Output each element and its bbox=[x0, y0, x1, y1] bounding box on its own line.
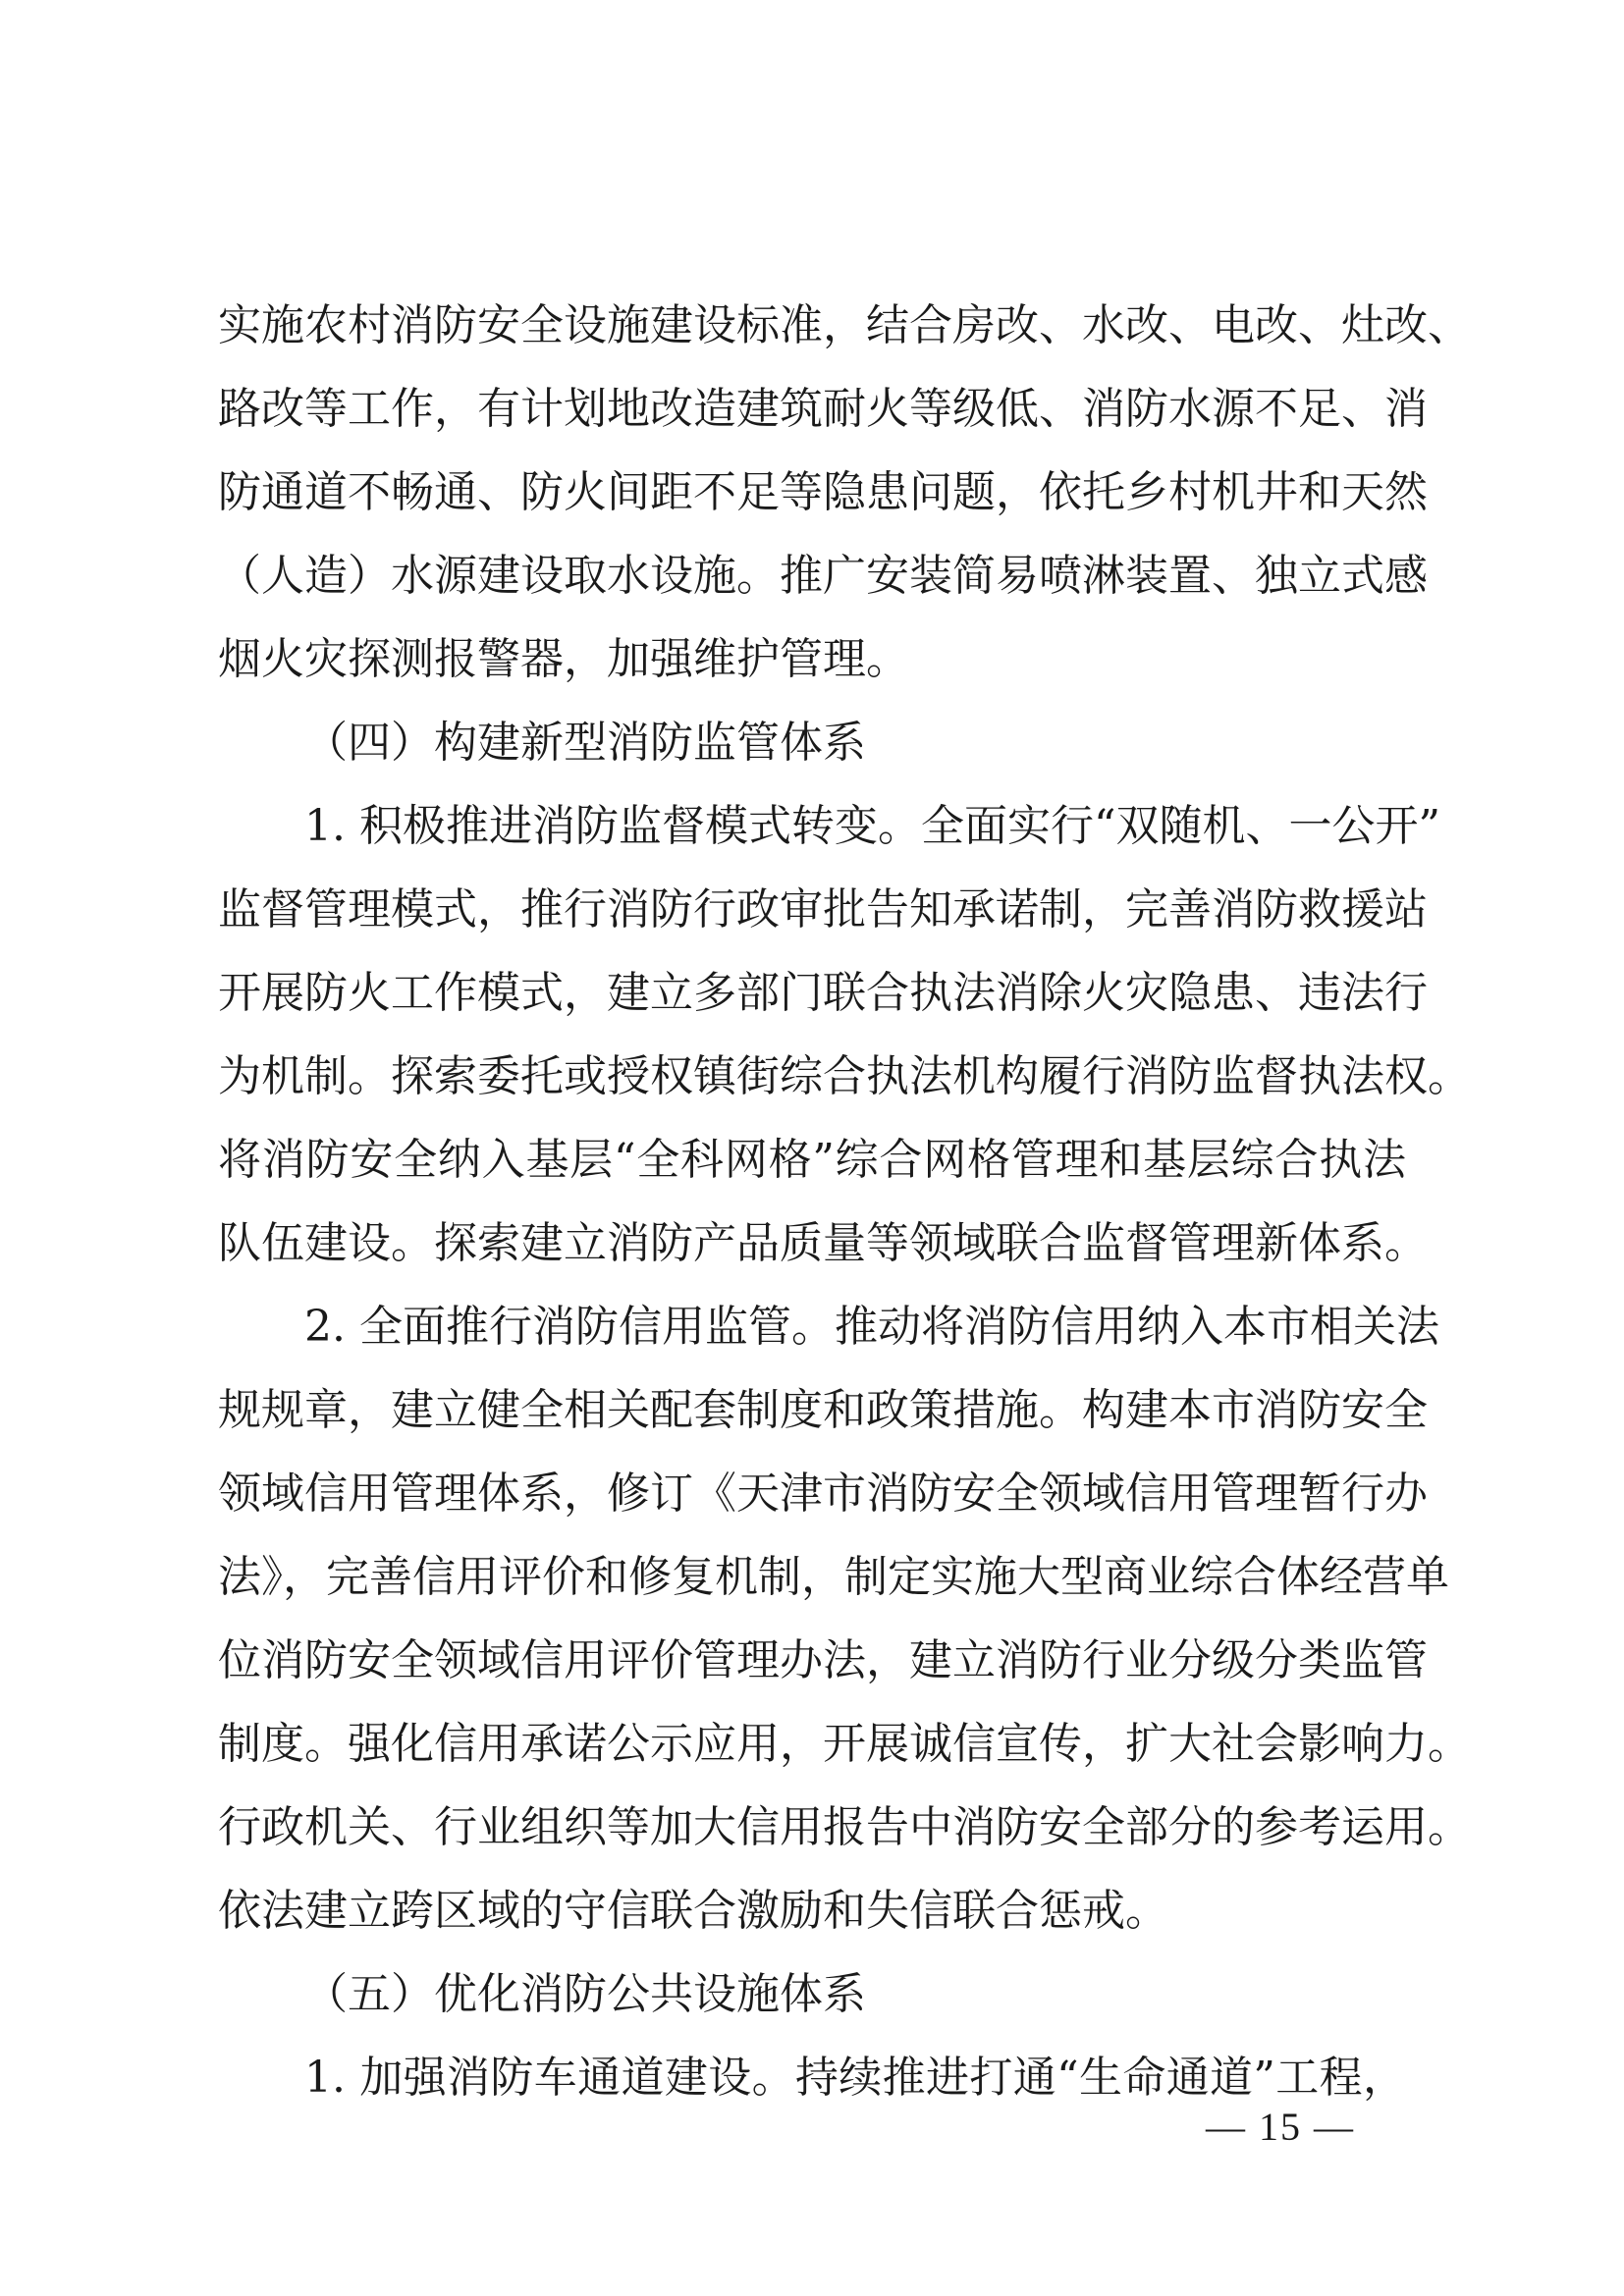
section-heading: （四）构建新型消防监管体系 bbox=[304, 718, 866, 768]
text-line: 法》，完善信用评价和修复机制，制定实施大型商业综合体经营单 bbox=[218, 1552, 1449, 1602]
text-line: 行政机关、行业组织等加大信用报告中消防安全部分的参考运用。 bbox=[218, 1802, 1471, 1852]
text-line: 烟火灾探测报警器，加强维护管理。 bbox=[218, 634, 909, 684]
text-line: （人造）水源建设取水设施。推广安装简易喷淋装置、独立式感 bbox=[218, 551, 1428, 601]
text-line: 依法建立跨区域的守信联合激励和失信联合惩戒。 bbox=[218, 1886, 1168, 1936]
text-line: 2. 全面推行消防信用监管。推动将消防信用纳入本市相关法 bbox=[304, 1302, 1439, 1352]
text-line: 1. 加强消防车通道建设。持续推进打通“生命通道”工程， bbox=[304, 2053, 1406, 2103]
text-line: 为机制。探索委托或授权镇街综合执法机构履行消防监督执法权。 bbox=[218, 1051, 1471, 1101]
text-line: 位消防安全领域信用评价管理办法，建立消防行业分级分类监管 bbox=[218, 1635, 1428, 1685]
text-line: 领域信用管理体系，修订《天津市消防安全领域信用管理暂行办 bbox=[218, 1468, 1428, 1519]
text-line: 路改等工作，有计划地改造建筑耐火等级低、消防水源不足、消 bbox=[218, 384, 1428, 434]
text-line: 将消防安全纳入基层“全科网格”综合网格管理和基层综合执法 bbox=[218, 1135, 1406, 1185]
page-number: — 15 — bbox=[1206, 2105, 1355, 2149]
text-line: 防通道不畅通、防火间距不足等隐患问题，依托乡村机井和天然 bbox=[218, 467, 1428, 517]
text-line: 监督管理模式，推行消防行政审批告知承诺制，完善消防救援站 bbox=[218, 884, 1428, 934]
text-line: 规规章，建立健全相关配套制度和政策措施。构建本市消防安全 bbox=[218, 1385, 1428, 1435]
section-heading: （五）优化消防公共设施体系 bbox=[304, 1969, 866, 2019]
text-line: 队伍建设。探索建立消防产品质量等领域联合监督管理新体系。 bbox=[218, 1218, 1428, 1268]
text-line: 实施农村消防安全设施建设标准，结合房改、水改、电改、灶改、 bbox=[218, 300, 1471, 350]
text-line: 1. 积极推进消防监督模式转变。全面实行“双随机、一公开” bbox=[304, 801, 1440, 851]
text-line: 开展防火工作模式，建立多部门联合执法消除火灾隐患、违法行 bbox=[218, 968, 1428, 1018]
text-line: 制度。强化信用承诺公示应用，开展诚信宣传，扩大社会影响力。 bbox=[218, 1719, 1471, 1769]
